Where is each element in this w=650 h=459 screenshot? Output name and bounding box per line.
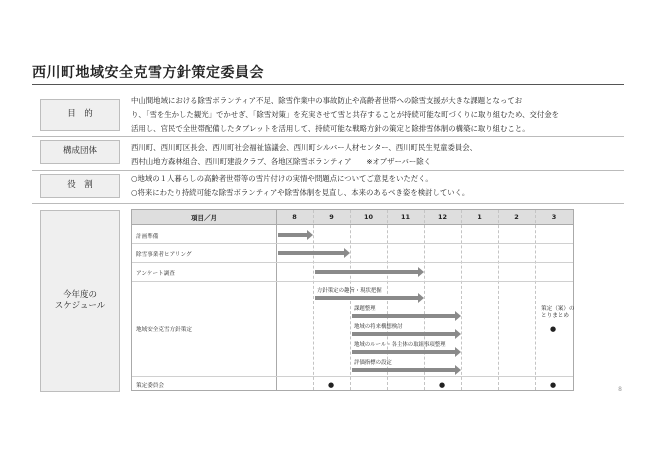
title-rule xyxy=(32,84,624,85)
month-header: 11 xyxy=(400,213,411,221)
subtask-label: 課題整理 xyxy=(354,306,376,312)
page-number: 8 xyxy=(618,386,622,393)
month-header: 10 xyxy=(363,213,374,221)
members-label: 構成団体 xyxy=(40,140,120,164)
page-title: 西川町地域安全克雪方針策定委員会 xyxy=(32,65,264,81)
subtask-label: 評価指標の設定 xyxy=(354,360,392,366)
row-divider xyxy=(32,136,624,137)
subtask-label: 地域の将来構想検討 xyxy=(354,324,403,330)
milestone-dot: ● xyxy=(550,381,557,389)
row-separator xyxy=(132,281,573,282)
row-divider xyxy=(32,203,624,204)
task-bar xyxy=(315,270,418,274)
column-separator xyxy=(424,210,425,390)
column-separator xyxy=(350,210,351,390)
row-separator xyxy=(132,262,573,263)
task-bar xyxy=(278,251,344,255)
subtask-bar xyxy=(315,296,418,300)
subtask-bar xyxy=(352,332,455,336)
row-separator xyxy=(132,243,573,244)
gantt-header xyxy=(132,210,573,225)
month-header: 2 xyxy=(514,213,519,221)
task-name: 策定委員会 xyxy=(136,383,164,389)
month-header: 1 xyxy=(477,213,482,221)
role-label: 役 割 xyxy=(40,174,120,198)
schedule-label: 今年度の スケジュール xyxy=(40,210,120,392)
gantt-chart xyxy=(131,209,574,391)
column-separator xyxy=(535,210,536,390)
task-bar xyxy=(278,233,307,237)
subtask-label: 地域のルール・各主体の取組事項整理 xyxy=(354,342,446,348)
milestone-dot: ● xyxy=(550,325,557,333)
subtask-bar xyxy=(352,350,455,354)
milestone-dot: ● xyxy=(439,381,446,389)
column-separator xyxy=(461,210,462,390)
subtask-bar xyxy=(352,368,455,372)
gantt-header-item: 項目／月 xyxy=(191,213,217,222)
task-name: 地域安全克雪方針策定 xyxy=(136,327,192,333)
row-separator xyxy=(132,376,573,377)
column-separator xyxy=(276,210,277,390)
milestone-dot: ● xyxy=(328,381,335,389)
row-divider xyxy=(32,170,624,171)
month-header: 8 xyxy=(292,213,297,221)
subtask-label: 方針策定の趣旨・現状把握 xyxy=(317,288,382,294)
month-header: 3 xyxy=(551,213,557,221)
column-separator xyxy=(498,210,499,390)
task-name: 除雪事業者ヒアリング xyxy=(136,252,192,258)
task-name: アンケート調査 xyxy=(136,271,175,277)
month-header: 12 xyxy=(437,213,448,221)
purpose-label: 目 的 xyxy=(40,99,120,131)
column-separator xyxy=(313,210,314,390)
task-name: 計画準備 xyxy=(136,234,159,240)
final-note: 策定（案）の とりまとめ xyxy=(541,306,575,319)
subtask-bar xyxy=(352,314,455,318)
month-header: 9 xyxy=(329,213,334,221)
